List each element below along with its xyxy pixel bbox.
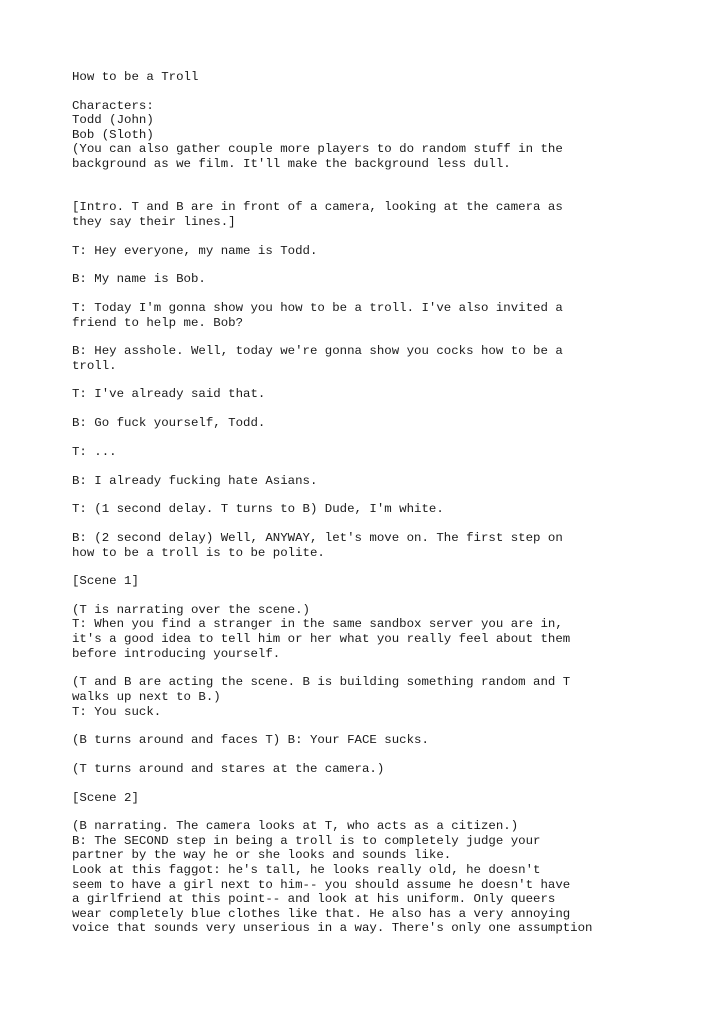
script-paragraph bbox=[72, 70, 712, 85]
script-line: [Scene 1] bbox=[72, 574, 139, 589]
script-line: T: Today I'm gonna show you how to be a troll. I've also invited a bbox=[72, 300, 563, 315]
script-paragraph bbox=[72, 99, 712, 172]
script-paragraph bbox=[72, 531, 712, 560]
script-line: partner by the way he or she looks and sounds like. bbox=[72, 848, 452, 863]
script-line: T: I've already said that. bbox=[72, 387, 266, 402]
script-line: Bob (Sloth) bbox=[72, 127, 154, 142]
script-paragraph bbox=[72, 301, 712, 330]
script-line: troll. bbox=[72, 358, 117, 373]
script-line: they say their lines.] bbox=[72, 214, 236, 229]
script-line: a girlfriend at this point-- and look at his uniform. Only queers bbox=[72, 892, 556, 907]
script-line: walks up next to B.) bbox=[72, 689, 221, 704]
script-paragraph bbox=[72, 244, 712, 259]
script-line: (T turns around and stares at the camera.) bbox=[72, 761, 385, 776]
script-line: Look at this faggot: he's tall, he looks really old, he doesn't bbox=[72, 863, 541, 878]
script-line: it's a good idea to tell him or her what you really feel about them bbox=[72, 632, 571, 647]
script-line: (T and B are acting the scene. B is building something random and T bbox=[72, 675, 571, 690]
script-paragraph bbox=[72, 574, 712, 589]
script-paragraph bbox=[72, 416, 712, 431]
script-line: B: I already fucking hate Asians. bbox=[72, 473, 318, 488]
script-line: T: ... bbox=[72, 444, 117, 459]
script-line: B: Go fuck yourself, Todd. bbox=[72, 416, 266, 431]
script-paragraph bbox=[72, 791, 712, 806]
script-paragraph bbox=[72, 819, 712, 936]
script-line: (T is narrating over the scene.) bbox=[72, 602, 310, 617]
script-line: seem to have a girl next to him-- you should assume he doesn't have bbox=[72, 877, 571, 892]
script-line: How to be a Troll bbox=[72, 70, 199, 84]
script-line: T: When you find a stranger in the same sandbox server you are in, bbox=[72, 617, 563, 632]
script-paragraph bbox=[72, 272, 712, 287]
script-line: (B narrating. The camera looks at T, who acts as a citizen.) bbox=[72, 819, 519, 834]
script-line: Characters: bbox=[72, 98, 154, 113]
script-paragraph bbox=[72, 762, 712, 777]
script-line: background as we film. It'll make the background less dull. bbox=[72, 157, 511, 172]
script-paragraph bbox=[72, 502, 712, 517]
script-line: wear completely blue clothes like that. He also has a very annoying bbox=[72, 906, 571, 921]
script-line: [Intro. T and B are in front of a camera, looking at the camera as bbox=[72, 200, 563, 215]
script-line: B: My name is Bob. bbox=[72, 272, 206, 287]
script-paragraph bbox=[72, 445, 712, 460]
script-line: Todd (John) bbox=[72, 113, 154, 128]
script-line: T: Hey everyone, my name is Todd. bbox=[72, 243, 318, 258]
script-line: [Scene 2] bbox=[72, 790, 139, 805]
script-paragraph bbox=[72, 387, 712, 402]
script-paragraph bbox=[72, 675, 712, 719]
script-paragraph bbox=[72, 200, 712, 229]
script-paragraph bbox=[72, 344, 712, 373]
script-line: T: (1 second delay. T turns to B) Dude, I'm white. bbox=[72, 502, 444, 517]
script-paragraph bbox=[72, 603, 712, 661]
script-line: T: You suck. bbox=[72, 704, 162, 719]
script-line: friend to help me. Bob? bbox=[72, 315, 244, 330]
script-line: voice that sounds very unserious in a way. There's only one assumption bbox=[72, 921, 593, 936]
script-line: how to be a troll is to be polite. bbox=[72, 545, 325, 560]
script-line: before introducing yourself. bbox=[72, 646, 281, 661]
script-paragraph bbox=[72, 474, 712, 489]
script-line: B: (2 second delay) Well, ANYWAY, let's move on. The first step on bbox=[72, 530, 563, 545]
script-document bbox=[72, 70, 712, 950]
script-line: B: Hey asshole. Well, today we're gonna show you cocks how to be a bbox=[72, 344, 563, 359]
script-line: (B turns around and faces T) B: Your FACE sucks. bbox=[72, 733, 429, 748]
script-line: B: The SECOND step in being a troll is to completely judge your bbox=[72, 833, 541, 848]
script-paragraph bbox=[72, 733, 712, 748]
script-line: (You can also gather couple more players to do random stuff in the bbox=[72, 142, 563, 157]
